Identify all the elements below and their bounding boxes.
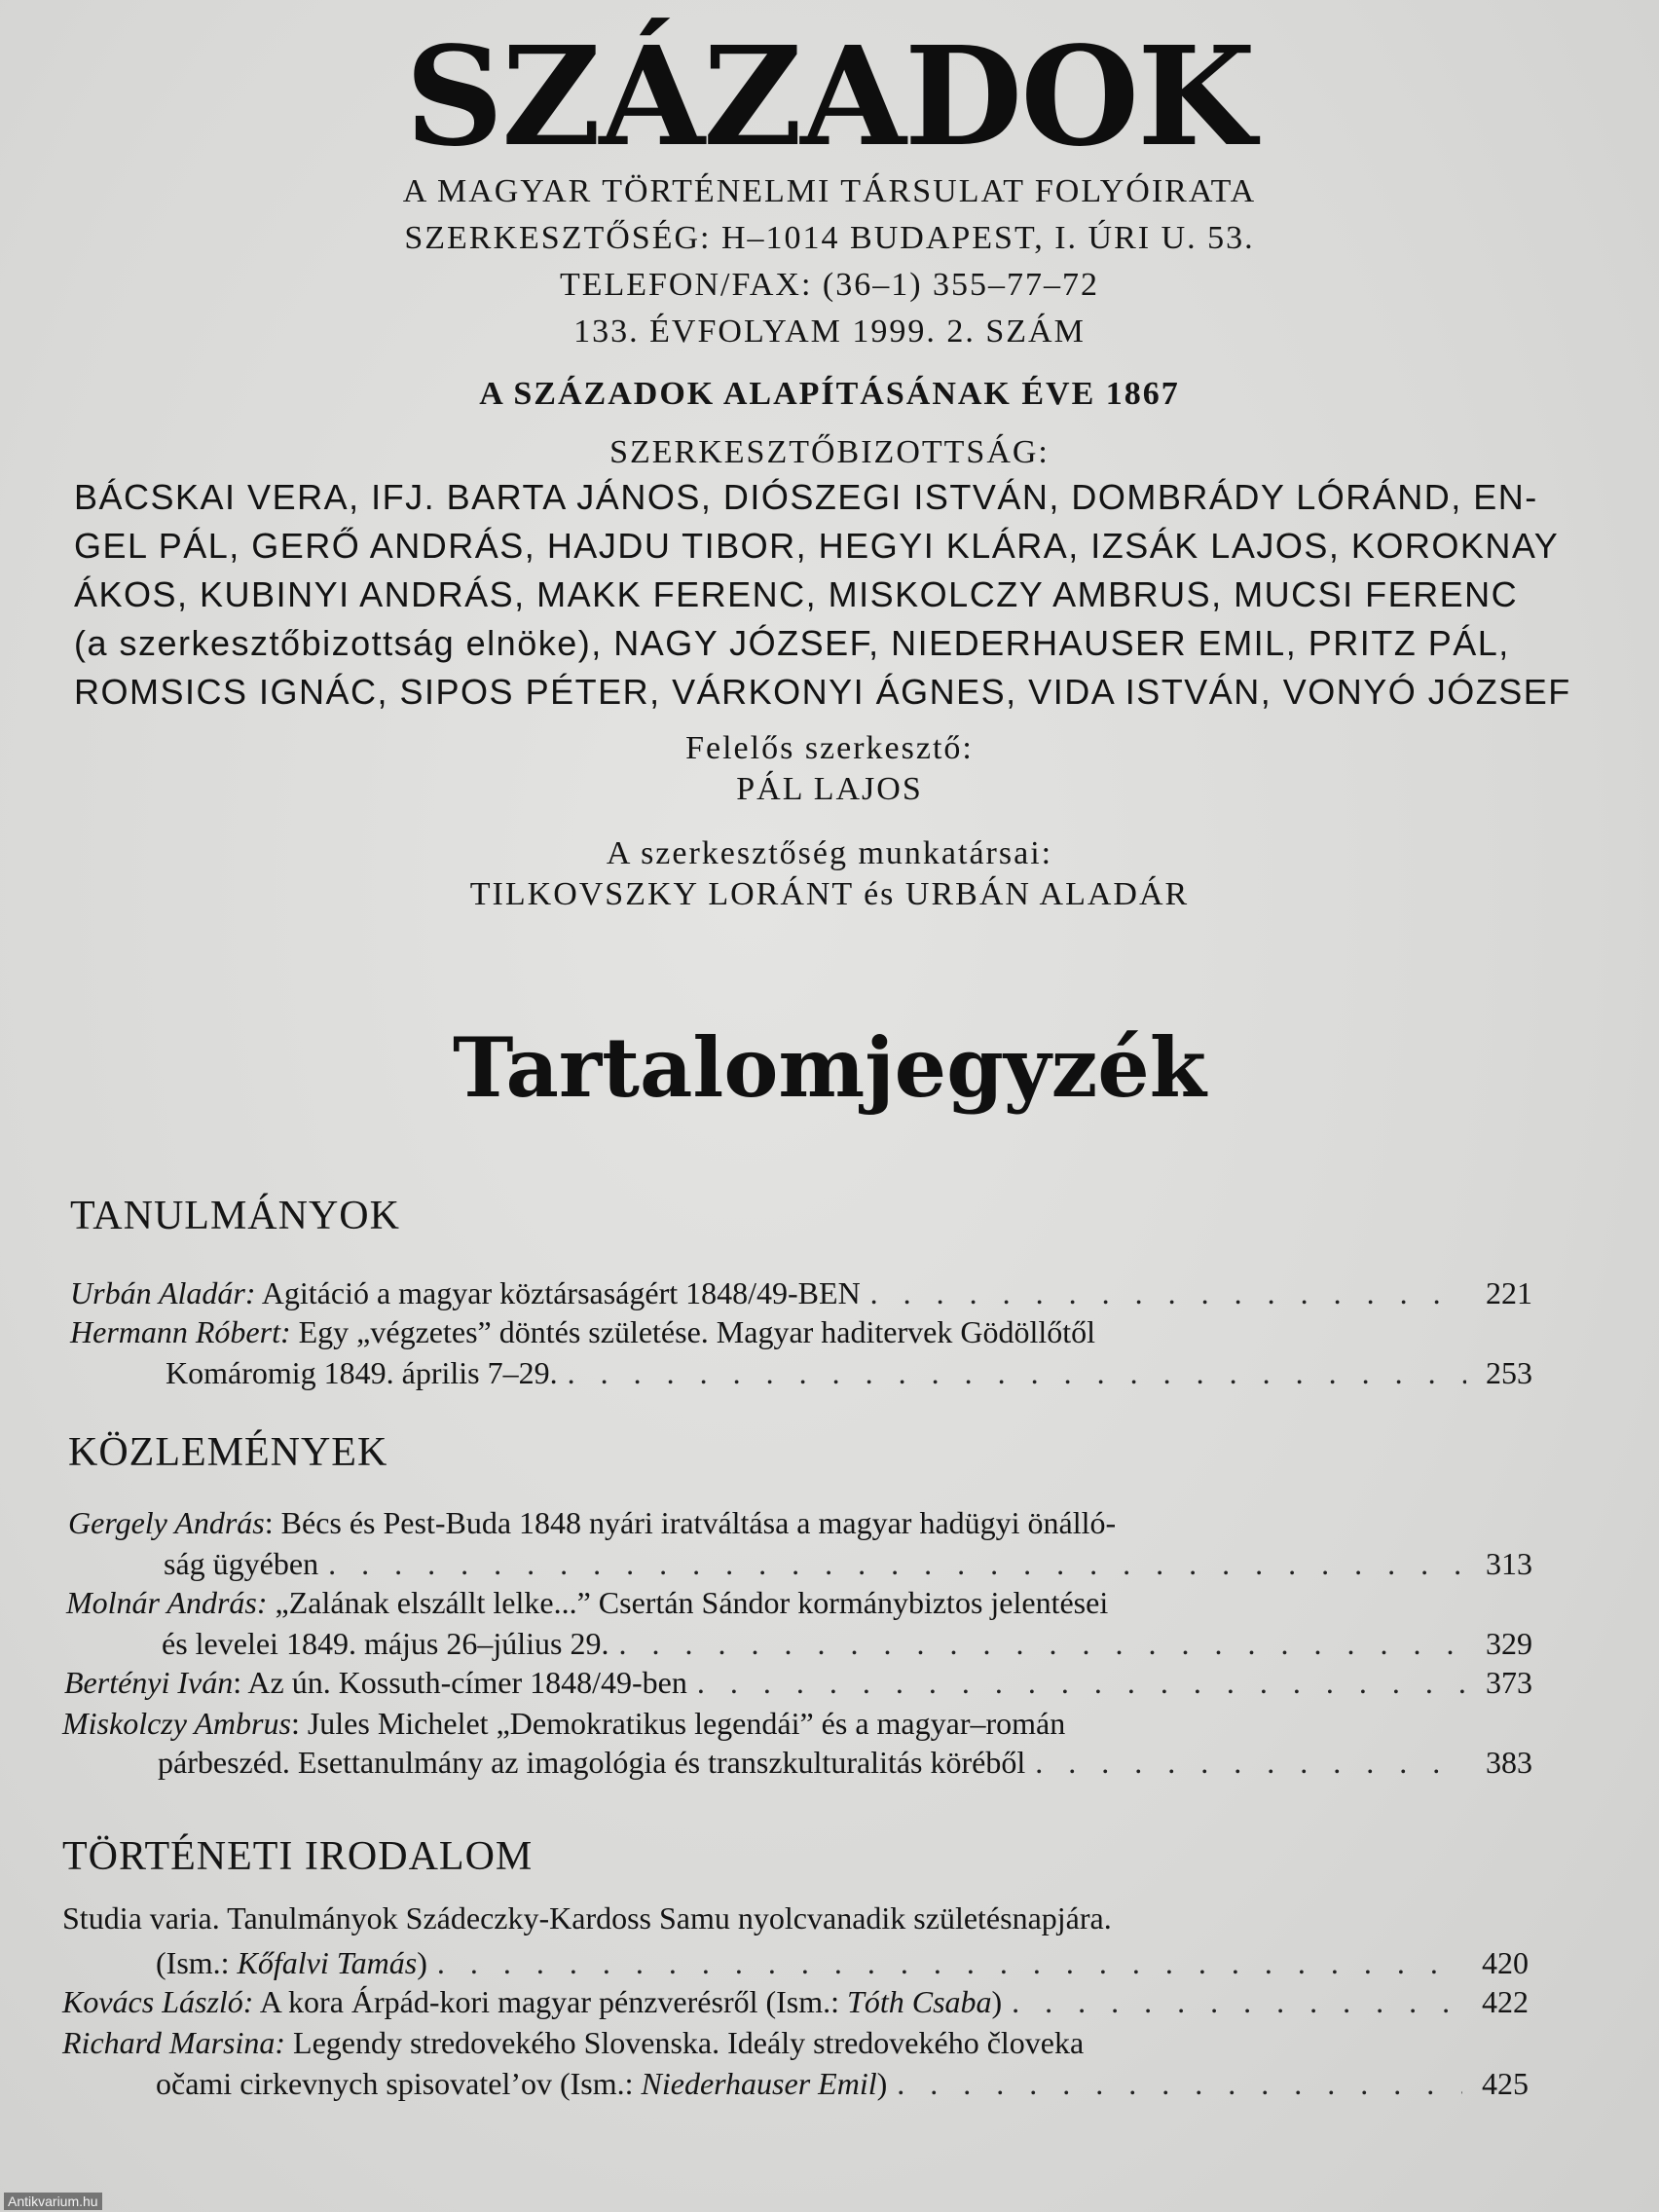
page-number: 420 <box>1482 1945 1529 1980</box>
entry-title: Agitáció a magyar köztársaságért 1848/49-BEN <box>255 1275 861 1310</box>
section-heading: TANULMÁNYOK <box>70 1194 400 1238</box>
toc-entry-continuation <box>164 1544 1532 1583</box>
dot-leader <box>619 1624 1467 1663</box>
section-heading: TÖRTÉNETI IRODALOM <box>62 1834 534 1879</box>
reviewer-name: Niederhauser Emil <box>641 2066 877 2101</box>
entry-title-cont: és levelei 1849. május 26–július 29. <box>162 1626 609 1661</box>
address-line: SZERKESZTŐSÉG: H–1014 BUDAPEST, I. ÚRI U. 53. <box>404 220 1255 256</box>
page-number: 422 <box>1482 1984 1529 2019</box>
page-number: 253 <box>1486 1355 1532 1390</box>
watermark-label: Antikvarium.hu <box>4 2193 102 2210</box>
board-line: ÁKOS, KUBINYI ANDRÁS, MAKK FERENC, MISKOLCZY AMBRUS, MUCSI FERENC <box>74 574 1519 614</box>
toc-entry-continuation <box>156 1943 1529 1982</box>
toc-entry-continuation <box>162 1624 1532 1663</box>
page-number: 425 <box>1482 2066 1529 2101</box>
founded-line: A SZÁZADOK ALAPÍTÁSÁNAK ÉVE 1867 <box>479 376 1180 412</box>
entry-title: „Zalának elszállt lelke...” Csertán Sándor kormánybiztos jelentései <box>267 1585 1109 1620</box>
entry-author: Miskolczy Ambrus <box>62 1706 291 1741</box>
entry-title-cont: ság ügyében <box>164 1546 319 1581</box>
entry-title: : Jules Michelet „Demokratikus legendái” és a magyar–román <box>290 1706 1066 1741</box>
dot-leader <box>1012 1982 1462 2021</box>
dot-leader <box>870 1273 1466 1312</box>
staff-label: A szerkesztőség munkatársai: <box>606 835 1053 871</box>
publisher-line: A MAGYAR TÖRTÉNELMI TÁRSULAT FOLYÓIRATA <box>402 173 1257 209</box>
entry-title: A kora Árpád-kori magyar pénzverésről (Ism.: <box>253 1984 848 2019</box>
toc-entry <box>70 1312 1095 1351</box>
toc-entry <box>62 2023 1084 2062</box>
dot-leader <box>697 1663 1466 1702</box>
dot-leader <box>328 1544 1466 1583</box>
toc-entry <box>62 1982 1529 2021</box>
page-number: 221 <box>1486 1275 1532 1310</box>
toc-entry-continuation <box>166 1353 1532 1392</box>
reviewer-name: Kőfalvi Tamás <box>237 1945 418 1980</box>
entry-title-cont: (Ism.: <box>156 1945 238 1980</box>
board-line: ROMSICS IGNÁC, SIPOS PÉTER, VÁRKONYI ÁGNES, VIDA ISTVÁN, VONYÓ JÓZSEF <box>74 672 1571 712</box>
entry-author: Bertényi Iván <box>64 1665 234 1700</box>
toc-entry <box>62 1704 1065 1743</box>
entry-author: Kovács László: <box>62 1984 254 2019</box>
dot-leader <box>437 1943 1462 1982</box>
entry-title: Studia varia. Tanulmányok Szádeczky-Kardoss Samu nyolcvanadik születésnapjára. <box>62 1900 1112 1936</box>
toc-entry-continuation <box>158 1743 1532 1782</box>
board-label: SZERKESZTŐBIZOTTSÁG: <box>609 434 1050 470</box>
masthead-title: SZÁZADOK <box>405 18 1254 177</box>
entry-author: Richard Marsina: <box>62 2025 286 2060</box>
toc-entry <box>64 1663 1532 1702</box>
entry-author: Gergely András <box>68 1505 265 1540</box>
entry-author: Hermann Róbert: <box>70 1314 291 1349</box>
toc-title: Tartalomjegyzék <box>453 1019 1206 1116</box>
page-number: 383 <box>1486 1745 1532 1780</box>
entry-author: Molnár András: <box>66 1585 268 1620</box>
phone-line: TELEFON/FAX: (36–1) 355–77–72 <box>559 267 1100 303</box>
toc-entry <box>62 1899 1112 1937</box>
entry-title-cont: Komáromig 1849. április 7–29. <box>166 1355 558 1390</box>
section-heading: KÖZLEMÉNYEK <box>68 1430 388 1475</box>
staff-names: TILKOVSZKY LORÁNT és URBÁN ALADÁR <box>469 876 1190 912</box>
dot-leader <box>897 2064 1462 2103</box>
editor-name: PÁL LAJOS <box>736 771 923 807</box>
entry-title: Legendy stredovekého Slovenska. Ideály stredovekého človeka <box>285 2025 1085 2060</box>
board-line: (a szerkesztőbizottság elnöke), NAGY JÓZSEF, NIEDERHAUSER EMIL, PRITZ PÁL, <box>74 623 1510 663</box>
volume-line: 133. ÉVFOLYAM 1999. 2. SZÁM <box>573 313 1086 350</box>
toc-entry <box>70 1273 1532 1312</box>
entry-title: : Az ún. Kossuth-címer 1848/49-ben <box>233 1665 687 1700</box>
editorial-board <box>74 473 1571 717</box>
toc-entry <box>66 1583 1108 1622</box>
page-number: 373 <box>1486 1665 1532 1700</box>
toc-entry <box>68 1503 1116 1542</box>
entry-title-cont: párbeszéd. Esettanulmány az imagológia és transzkulturalitás köréből <box>158 1745 1026 1780</box>
entry-author: Urbán Aladár: <box>70 1275 256 1310</box>
entry-title: Egy „végzetes” döntés születése. Magyar haditervek Gödöllőtől <box>290 1314 1096 1349</box>
entry-title: : Bécs és Pest-Buda 1848 nyári iratváltása a magyar hadügyi önálló- <box>264 1505 1117 1540</box>
reviewer-name: Tóth Csaba <box>847 1984 992 2019</box>
toc-entry-continuation <box>156 2064 1529 2103</box>
entry-title-cont-end: ) <box>876 2066 888 2101</box>
board-line: BÁCSKAI VERA, IFJ. BARTA JÁNOS, DIÓSZEGI ISTVÁN, DOMBRÁDY LÓRÁND, EN- <box>74 477 1538 517</box>
page-number: 313 <box>1486 1546 1532 1581</box>
board-line: GEL PÁL, GERŐ ANDRÁS, HAJDU TIBOR, HEGYI KLÁRA, IZSÁK LAJOS, KOROKNAY <box>74 526 1560 566</box>
entry-title-cont-end: ) <box>417 1945 427 1980</box>
editor-label: Felelős szerkesztő: <box>685 730 974 766</box>
dot-leader <box>1035 1743 1466 1782</box>
page-number: 329 <box>1486 1626 1532 1661</box>
entry-title-cont: očami cirkevnych spisovatel’ov (Ism.: <box>156 2066 642 2101</box>
dot-leader <box>568 1353 1466 1392</box>
entry-title-end: ) <box>991 1984 1003 2019</box>
